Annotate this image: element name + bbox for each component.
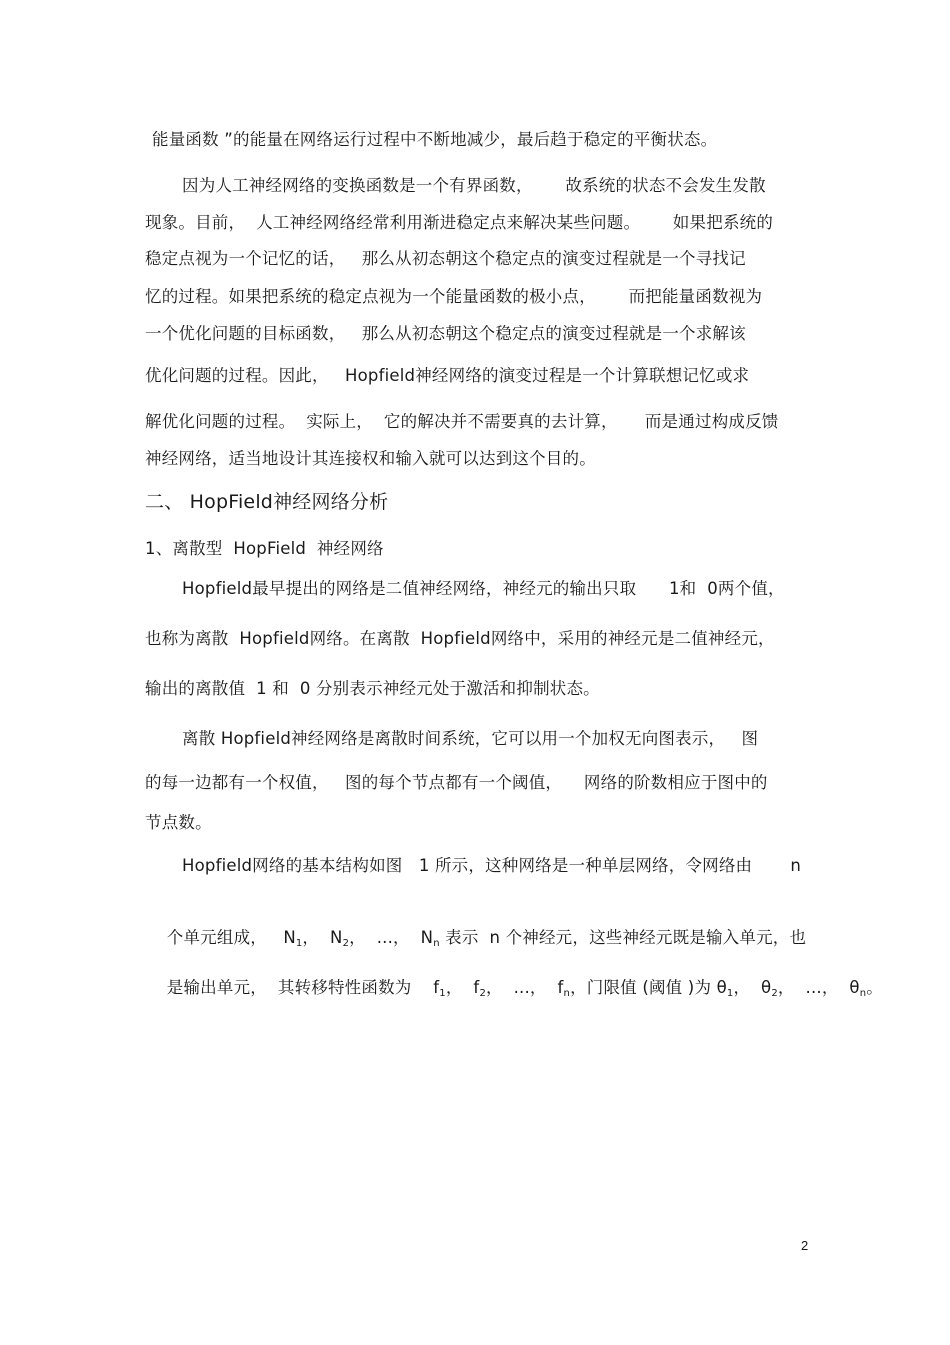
- paragraph-line: 的每一边都有一个权值， 图的每个节点都有一个阈值， 网络的阶数相应于图中的: [145, 773, 768, 792]
- paragraph-line: 优化问题的过程。因此， Hopfield神经网络的演变过程是一个计算联想记忆或求: [145, 366, 750, 385]
- paragraph-line: 解优化问题的过程。 实际上， 它的解决并不需要真的去计算， 而是通过构成反馈: [145, 412, 779, 431]
- paragraph-line: Hopfield最早提出的网络是二值神经网络，神经元的输出只取 1和 0两个值，: [182, 579, 785, 598]
- paragraph-line: 也称为离散 Hopfield网络。在离散 Hopfield网络中，采用的神经元是二值神经元，: [145, 629, 775, 648]
- paragraph-line: 现象。目前， 人工神经网络经常利用渐进稳定点来解决某些问题。 如果把系统的: [145, 213, 774, 232]
- paragraph-line: 能量函数 ”的能量在网络运行过程中不断地减少，最后趋于稳定的平衡状态。: [152, 130, 718, 149]
- paragraph-line: 一个优化问题的目标函数， 那么从初态朝这个稳定点的演变过程就是一个求解该: [145, 324, 746, 343]
- paragraph-line: Hopfield网络的基本结构如图 1 所示，这种网络是一种单层网络，令网络由 n: [182, 856, 802, 875]
- paragraph-line: 神经网络，适当地设计其连接权和输入就可以达到这个目的。: [145, 449, 596, 468]
- paragraph-line: 稳定点视为一个记忆的话， 那么从初态朝这个稳定点的演变过程就是一个寻找记: [145, 249, 746, 268]
- paragraph-line: 忆的过程。如果把系统的稳定点视为一个能量函数的极小点， 而把能量函数视为: [145, 287, 763, 306]
- paragraph-line: 节点数。: [145, 813, 212, 832]
- page-number: 2: [801, 1238, 809, 1253]
- subsection-heading: 1、离散型 HopField 神经网络: [145, 539, 384, 558]
- paragraph-line: 离散 Hopfield神经网络是离散时间系统，它可以用一个加权无向图表示， 图: [182, 729, 759, 748]
- paragraph-line: 因为人工神经网络的变换函数是一个有界函数， 故系统的状态不会发生发散: [182, 176, 766, 195]
- paragraph-line: 输出的离散值 1 和 0 分别表示神经元处于激活和抑制状态。: [145, 679, 600, 698]
- paragraph-line: 个单元组成， $N_1$， $N_2$， ...， $N_n$ 表示 n 个神经元，这些神经元既是输入单元，也: [166, 928, 807, 949]
- paragraph-line: 是输出单元， 其转移特性函数为 $f_1$， $f_2$， ...， $f_n$，门限值 (阈值 )为 $\theta_1$， $\theta_2$， ...， $\theta_n$。: [166, 978, 883, 999]
- section-heading: 二、 HopField神经网络分析: [145, 491, 389, 513]
